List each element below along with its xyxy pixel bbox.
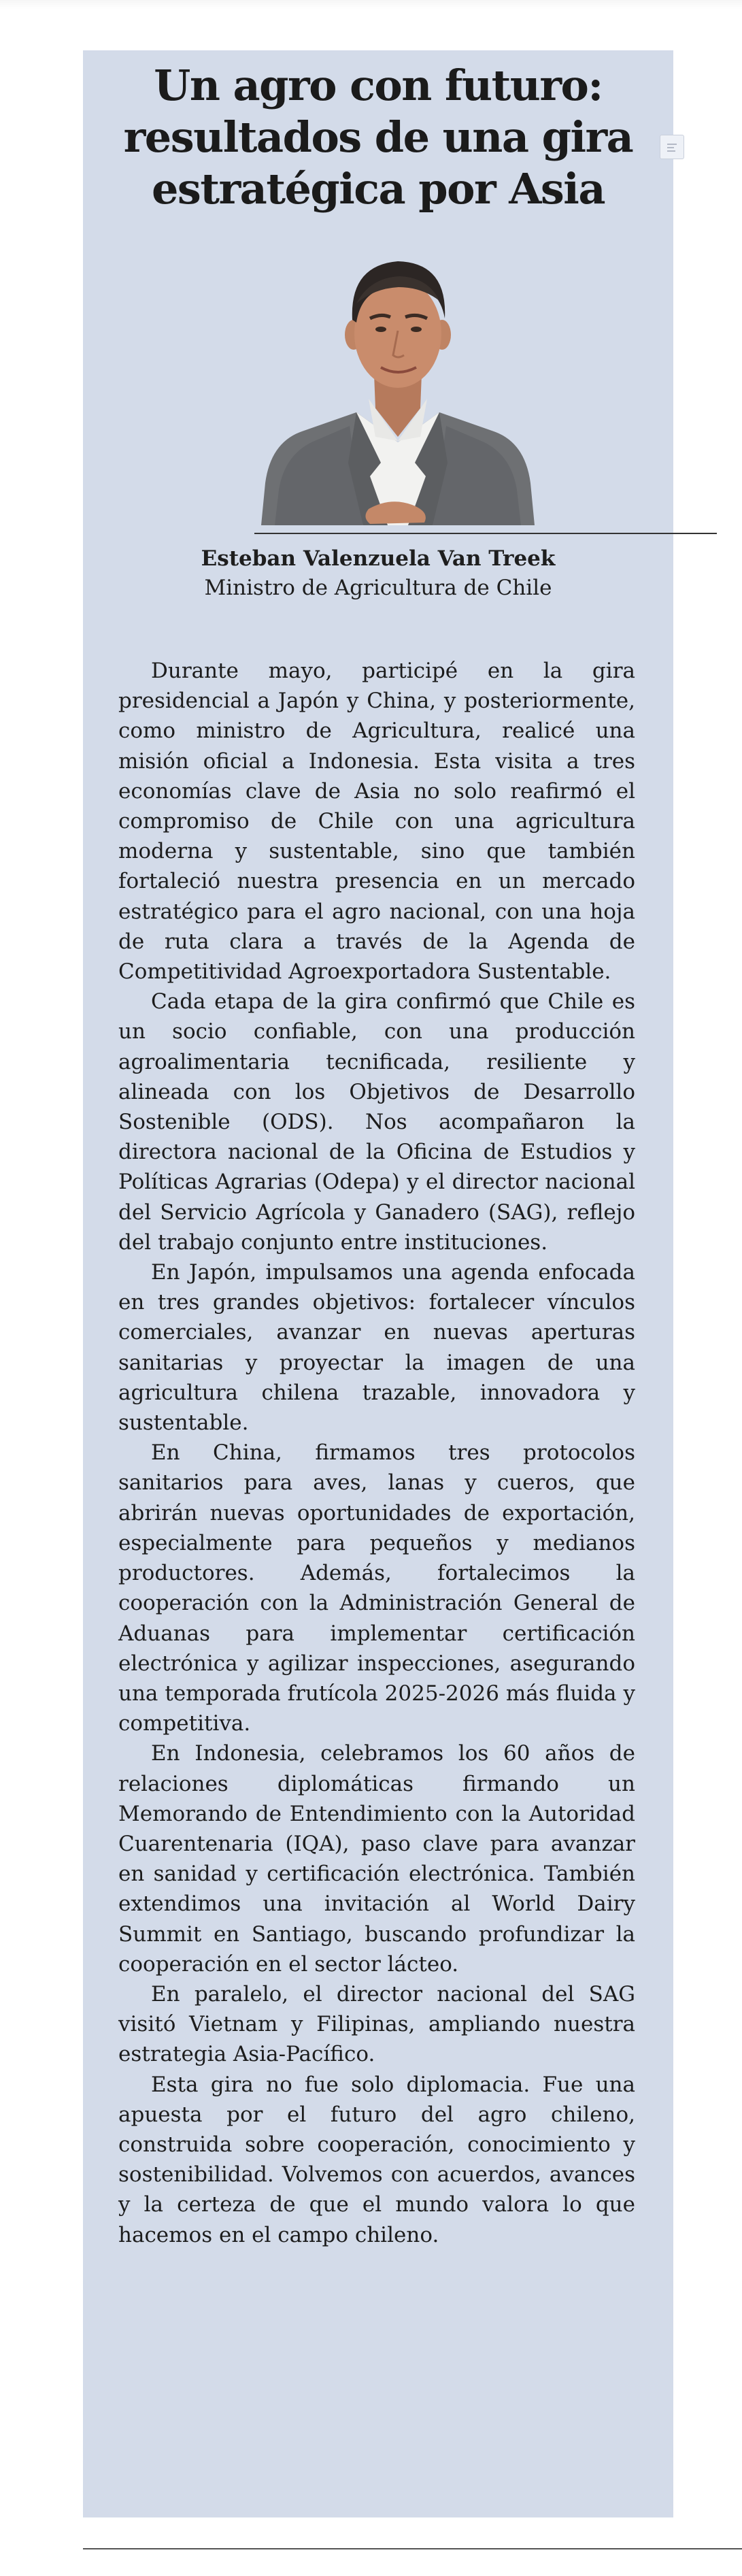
byline-divider	[254, 533, 717, 534]
author-name: Esteban Valenzuela Van Treek	[201, 546, 556, 571]
paragraph: Durante mayo, participé en la gira presidencial a Japón y China, y posteriormente, como ministro de Agricultura, realicé una misión oficial a Indonesia. Esta visita a tres economías clave de Asia no solo reafirmó el compromiso de Chile con una agricultura moderna y sustentable, sino que también fortaleció nuestra presencia en un mercado estratégico para el agro nacional, con una hoja de ruta clara a través de la Agenda de Competitividad Agroexportadora Sustentable.	[118, 659, 635, 985]
paragraph: En China, firmamos tres protocolos sanitarios para aves, lanas y cueros, que abrirán nuevas oportunidades de exportación, especialmente para pequeños y medianos productores. Además, fortalecimos la cooperación con la Administración General de Aduanas para implementar certificación electrónica y agilizar inspecciones, asegurando una temporada frutícola 2025-2026 más fluida y competitiva.	[118, 1440, 635, 1736]
author-role: Ministro de Agricultura de Chile	[204, 576, 552, 600]
paragraph: En paralelo, el director nacional del SAG visitó Vietnam y Filipinas, ampliando nuestra estrategia Asia-Pacífico.	[118, 1981, 635, 2067]
author-photo	[254, 238, 541, 525]
document-tag-icon[interactable]	[660, 135, 684, 159]
paragraph: En Indonesia, celebramos los 60 años de relaciones diplomáticas firmando un Memorando de Entendimiento con la Autoridad Cuarentenaria (IQA), paso clave para avanzar en sanidad y certificación electrónica. También extendimos una invitación al World Dairy Summit en Santiago, buscando profundizar la cooperación en el sector lácteo.	[118, 1741, 635, 1977]
paragraph: En Japón, impulsamos una agenda enfocada en tres grandes objetivos: fortalecer vínculos comerciales, avanzar en nuevas aperturas sanitarias y proyectar la imagen de una agricultura chilena trazable, innovadora y sustentable.	[118, 1260, 635, 1436]
page-bottom-rule	[83, 2548, 742, 2549]
opinion-column	[83, 50, 673, 2517]
page-top-edge	[0, 0, 742, 10]
paragraph: Esta gira no fue solo diplomacia. Fue una apuesta por el futuro del agro chileno, construida sobre cooperación, conocimiento y sostenibilidad. Volvemos con acuerdos, avances y la certeza de que el mundo valora lo que hacemos en el campo chileno.	[118, 2072, 635, 2247]
article-title: Un agro con futuro: resultados de una gira estratégica por Asia	[123, 61, 633, 214]
paragraph: Cada etapa de la gira confirmó que Chile es un socio confiable, con una producción agroalimentaria tecnificada, resiliente y alineada con los Objetivos de Desarrollo Sostenible (ODS). Nos acompañaron la directora nacional de la Oficina de Estudios y Políticas Agrarias (Odepa) y el director nacional del Servicio Agrícola y Ganadero (SAG), reflejo del trabajo conjunto entre instituciones.	[118, 989, 635, 1255]
article-body	[118, 656, 635, 2250]
